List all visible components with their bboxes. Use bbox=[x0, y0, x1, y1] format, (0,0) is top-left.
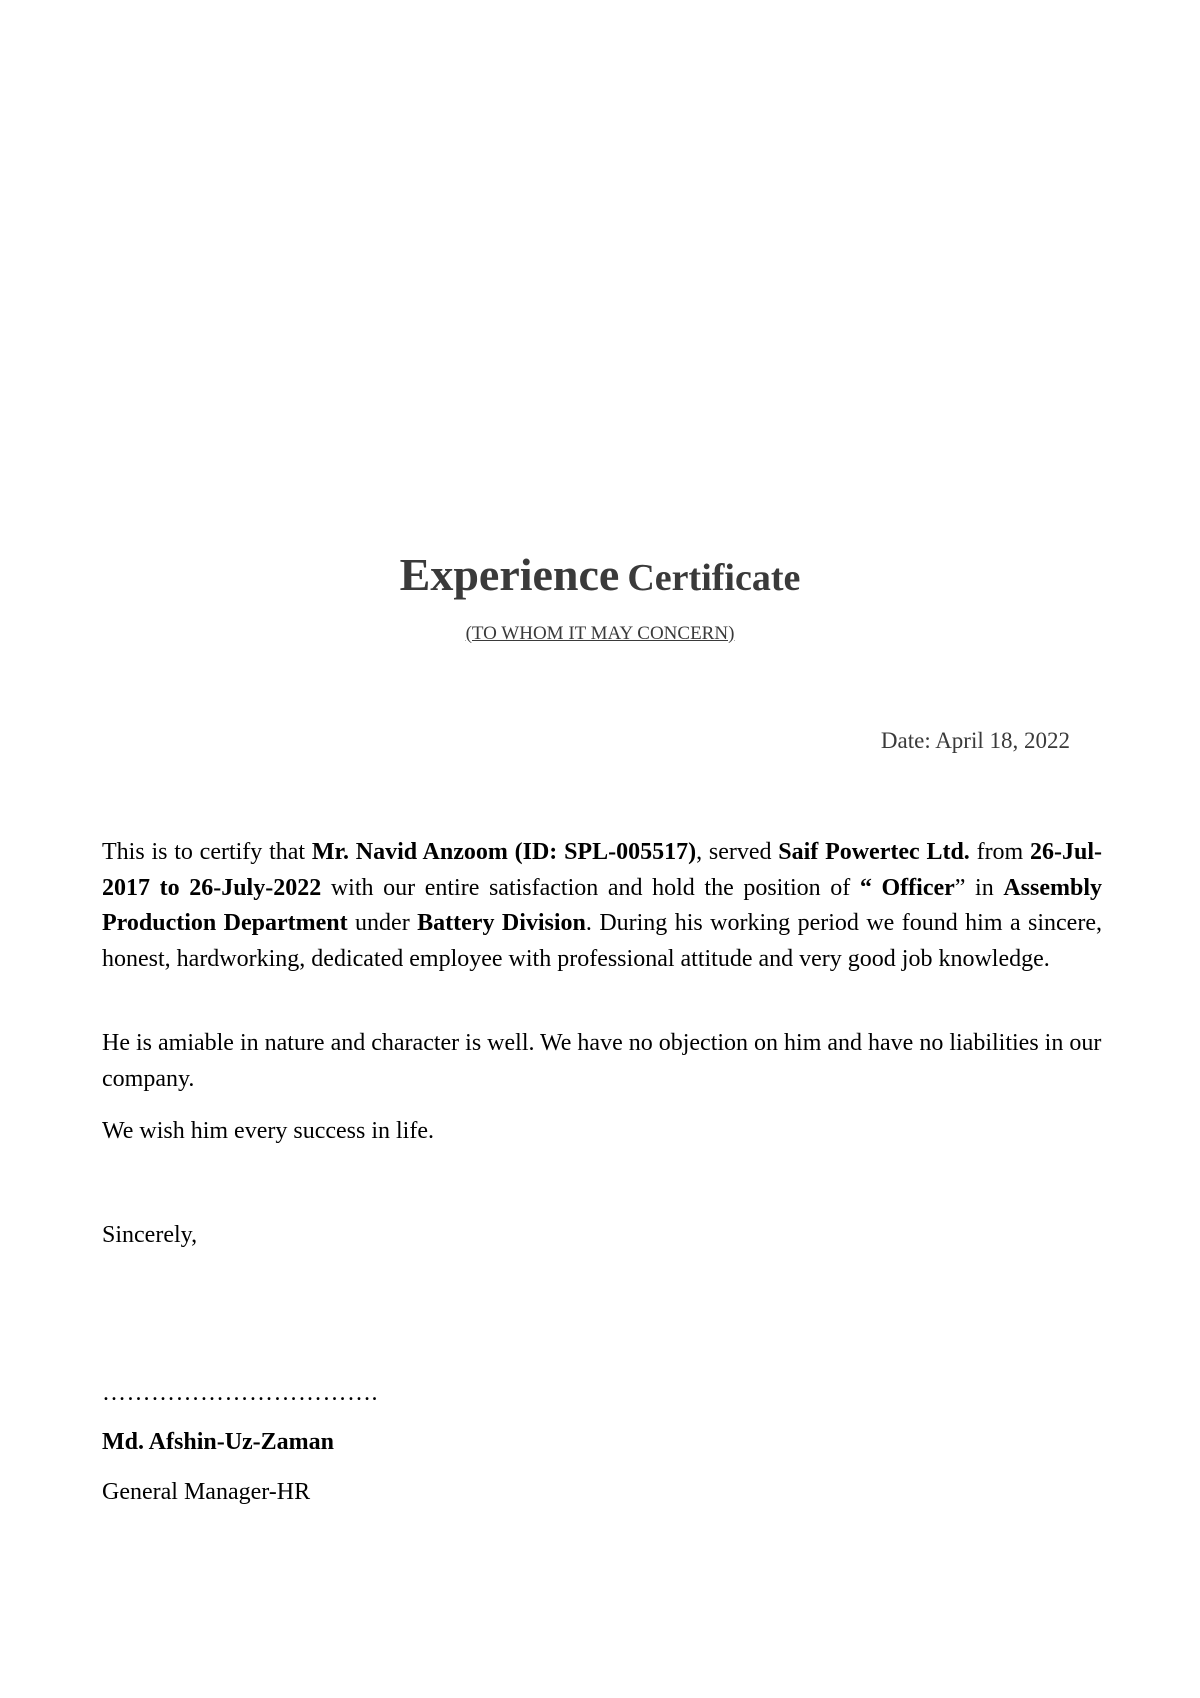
para1-text-5: ” in bbox=[954, 874, 1004, 901]
signer-title: General Manager-HR bbox=[102, 1479, 311, 1505]
title-experience: Experience bbox=[399, 549, 620, 600]
para1-text-7: . During his working period we found him a sincere, honest, hardworking, dedicated employee with professional attitude and very good job knowledge. bbox=[102, 910, 1102, 972]
certificate-title bbox=[0, 545, 1200, 609]
signature-line: ……………………………. bbox=[102, 1380, 378, 1406]
para1-text-4: with our entire satisfaction and hold the position of bbox=[321, 874, 860, 901]
para1-text-1: This is to certify that bbox=[102, 839, 312, 865]
para1-text-2: , served bbox=[696, 839, 779, 865]
character-paragraph: He is amiable in nature and character is well. We have no objection on him and have no liabilities in our company. bbox=[102, 1030, 1102, 1092]
wishes-paragraph: We wish him every success in life. bbox=[102, 1118, 434, 1144]
division-name: Battery Division bbox=[417, 910, 586, 936]
para1-text-3: from bbox=[969, 839, 1031, 865]
para1-text-6: under bbox=[347, 910, 418, 936]
certificate-date: Date: April 18, 2022 bbox=[880, 728, 1070, 753]
department-name: Assembly Production Department bbox=[102, 874, 1102, 936]
employee-position: “ Officer bbox=[859, 874, 955, 901]
company-name: Saif Powertec Ltd. bbox=[778, 839, 970, 865]
employment-period: 26-Jul-2017 to 26-July-2022 bbox=[102, 839, 1103, 901]
signer-name: Md. Afshin-Uz-Zaman bbox=[102, 1429, 335, 1455]
certification-paragraph bbox=[102, 835, 1102, 977]
closing-salutation: Sincerely, bbox=[102, 1222, 198, 1248]
employee-name-id: Mr. Navid Anzoom (ID: SPL-005517) bbox=[311, 839, 697, 865]
certificate-subtitle: (TO WHOM IT MAY CONCERN) bbox=[465, 623, 735, 644]
title-certificate: Certificate bbox=[627, 557, 801, 599]
